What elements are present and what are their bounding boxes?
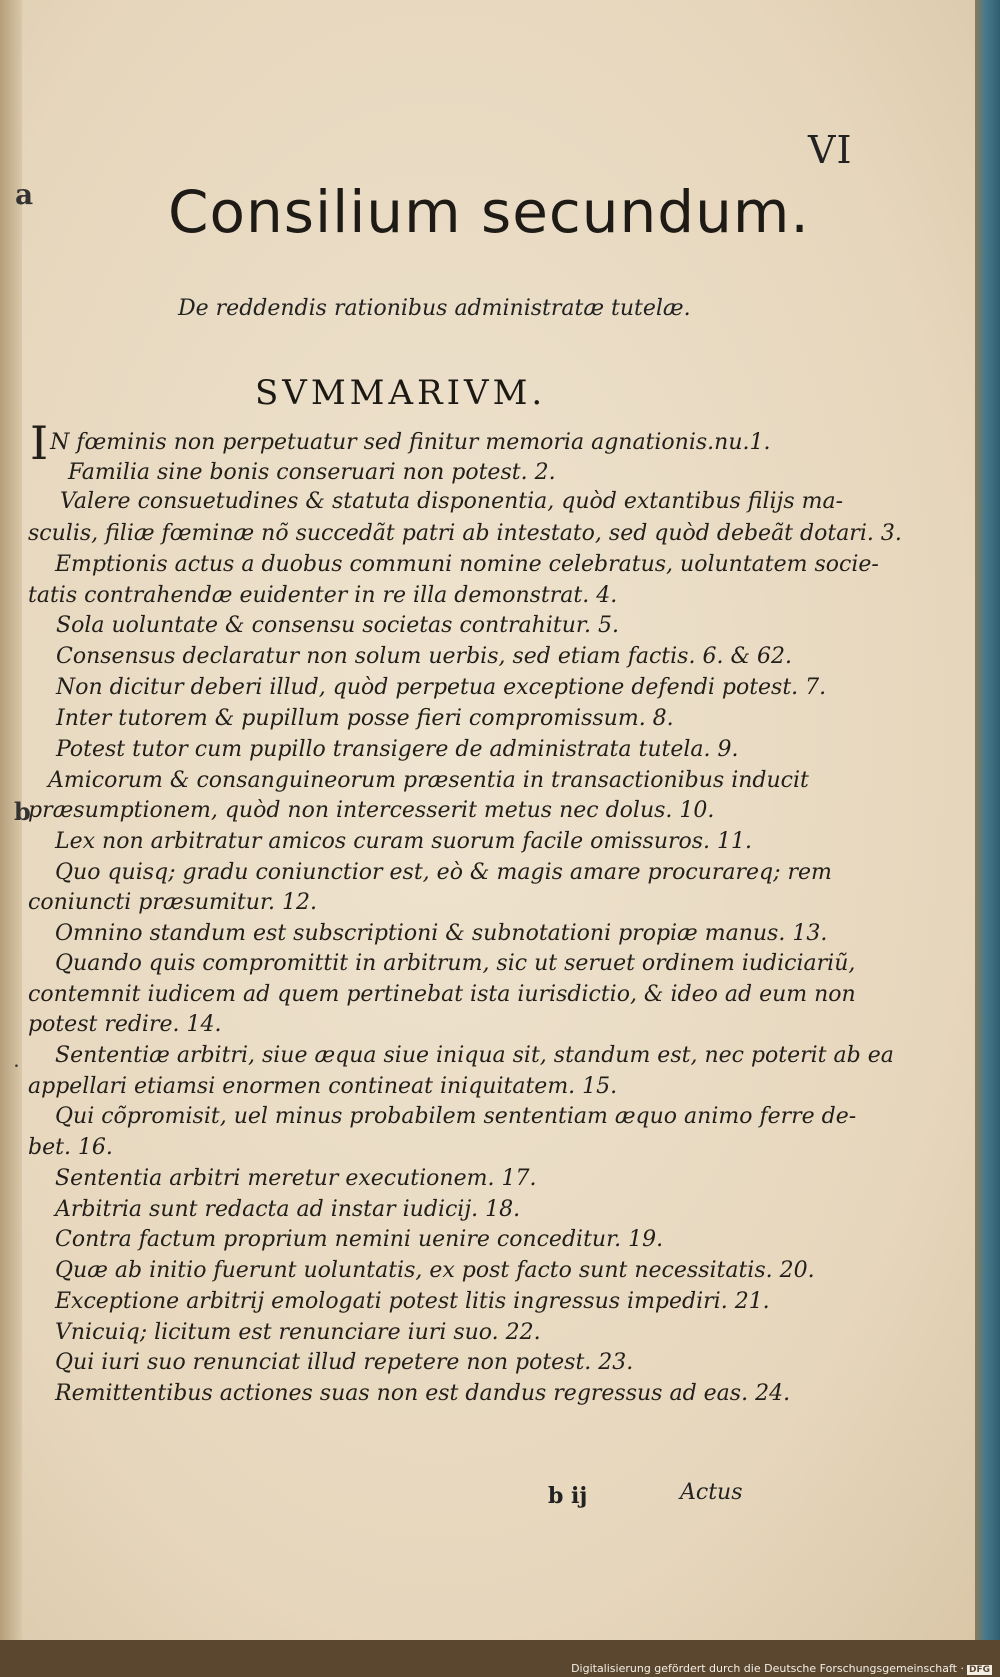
summary-line: sculis, filiæ fœminæ nõ succedãt patri ab intestato, sed quòd debeãt dotari. 3. xyxy=(28,521,902,546)
summary-line: IN fœminis non perpetuatur sed finitur memoria agnationis.nu.1. xyxy=(30,416,771,470)
summary-line: coniuncti præsumitur. 12. xyxy=(28,890,318,915)
summary-line: bet. 16. xyxy=(28,1135,113,1160)
summary-line: Sola uoluntate & consensu societas contrahitur. 5. xyxy=(56,613,619,638)
catchword: Actus xyxy=(680,1480,743,1505)
summary-line: Remittentibus actiones suas non est dandus regressus ad eas. 24. xyxy=(55,1381,791,1406)
summary-line: tatis contrahendæ euidenter in re illa demonstrat. 4. xyxy=(28,583,618,608)
summary-line: contemnit iudicem ad quem pertinebat ista iurisdictio, & ideo ad eum non xyxy=(28,982,856,1007)
summary-line: Sententiæ arbitri, siue æqua siue iniqua sit, standum est, nec poterit ab ea xyxy=(55,1043,894,1068)
folio-number: VI xyxy=(808,128,853,172)
summary-line: Inter tutorem & pupillum posse fieri compromissum. 8. xyxy=(56,706,674,731)
dfg-logo: DFG xyxy=(968,1665,990,1675)
summary-line: potest redire. 14. xyxy=(28,1012,222,1037)
summary-line: Familia sine bonis conseruari non potest. 2. xyxy=(68,460,556,485)
page-edge xyxy=(975,0,1000,1640)
summary-line: Arbitria sunt redacta ad instar iudicij. 18. xyxy=(55,1197,521,1222)
summary-line: Emptionis actus a duobus communi nomine celebratus, uoluntatem socie- xyxy=(55,552,879,577)
summary-line: Lex non arbitratur amicos curam suorum facile omissuros. 11. xyxy=(55,829,753,854)
summary-line: Non dicitur deberi illud, quòd perpetua exceptione defendi potest. 7. xyxy=(56,675,827,700)
page-subtitle: De reddendis rationibus administratæ tutelæ. xyxy=(178,296,691,321)
summary-line: Contra factum proprium nemini uenire conceditur. 19. xyxy=(55,1227,664,1252)
summary-line: Amicorum & consanguineorum præsentia in transactionibus inducit xyxy=(48,768,809,793)
summary-line: Consensus declaratur non solum uerbis, sed etiam factis. 6. & 62. xyxy=(56,644,793,669)
summary-line: Quo quisq; gradu coniunctior est, eò & magis amare procurareq; rem xyxy=(55,860,832,885)
summary-line: præsumptionem, quòd non intercesserit metus nec dolus. 10. xyxy=(28,798,715,823)
summary-line: appellari etiamsi enormen contineat iniquitatem. 15. xyxy=(28,1074,618,1099)
summary-line: Vnicuiq; licitum est renunciare iuri suo. 22. xyxy=(55,1320,541,1345)
margin-mark-middle: b xyxy=(14,797,31,826)
page-title: Consilium secundum. xyxy=(168,178,810,246)
margin-mark-top: a xyxy=(15,178,34,211)
footer-credit xyxy=(571,1662,992,1675)
summary-line: Sententia arbitri meretur executionem. 17. xyxy=(55,1166,537,1191)
drop-initial: I xyxy=(30,416,49,470)
summary-line: Qui cõpromisit, uel minus probabilem sententiam æquo animo ferre de- xyxy=(55,1104,857,1129)
margin-mark-lower: . xyxy=(14,1055,19,1071)
summary-line: Qui iuri suo renunciat illud repetere non potest. 23. xyxy=(55,1350,634,1375)
summary-line: Valere consuetudines & statuta disponentia, quòd extantibus filijs ma- xyxy=(60,489,844,514)
summary-line: Omnino standum est subscriptioni & subnotationi propiæ manus. 13. xyxy=(55,921,828,946)
section-heading: SVMMARIVM. xyxy=(255,373,547,413)
summary-line: Quæ ab initio fuerunt uoluntatis, ex post facto sunt necessitatis. 20. xyxy=(55,1258,815,1283)
summary-line: Potest tutor cum pupillo transigere de administrata tutela. 9. xyxy=(56,737,739,762)
summary-line: Quando quis compromittit in arbitrum, sic ut seruet ordinem iudiciariũ, xyxy=(55,951,856,976)
footer-text: Digitalisierung gefördert durch die Deutsche Forschungsgemeinschaft · xyxy=(571,1662,964,1675)
summary-line: Exceptione arbitrij emologati potest litis ingressus impediri. 21. xyxy=(55,1289,770,1314)
signature-mark: b ij xyxy=(548,1483,588,1509)
